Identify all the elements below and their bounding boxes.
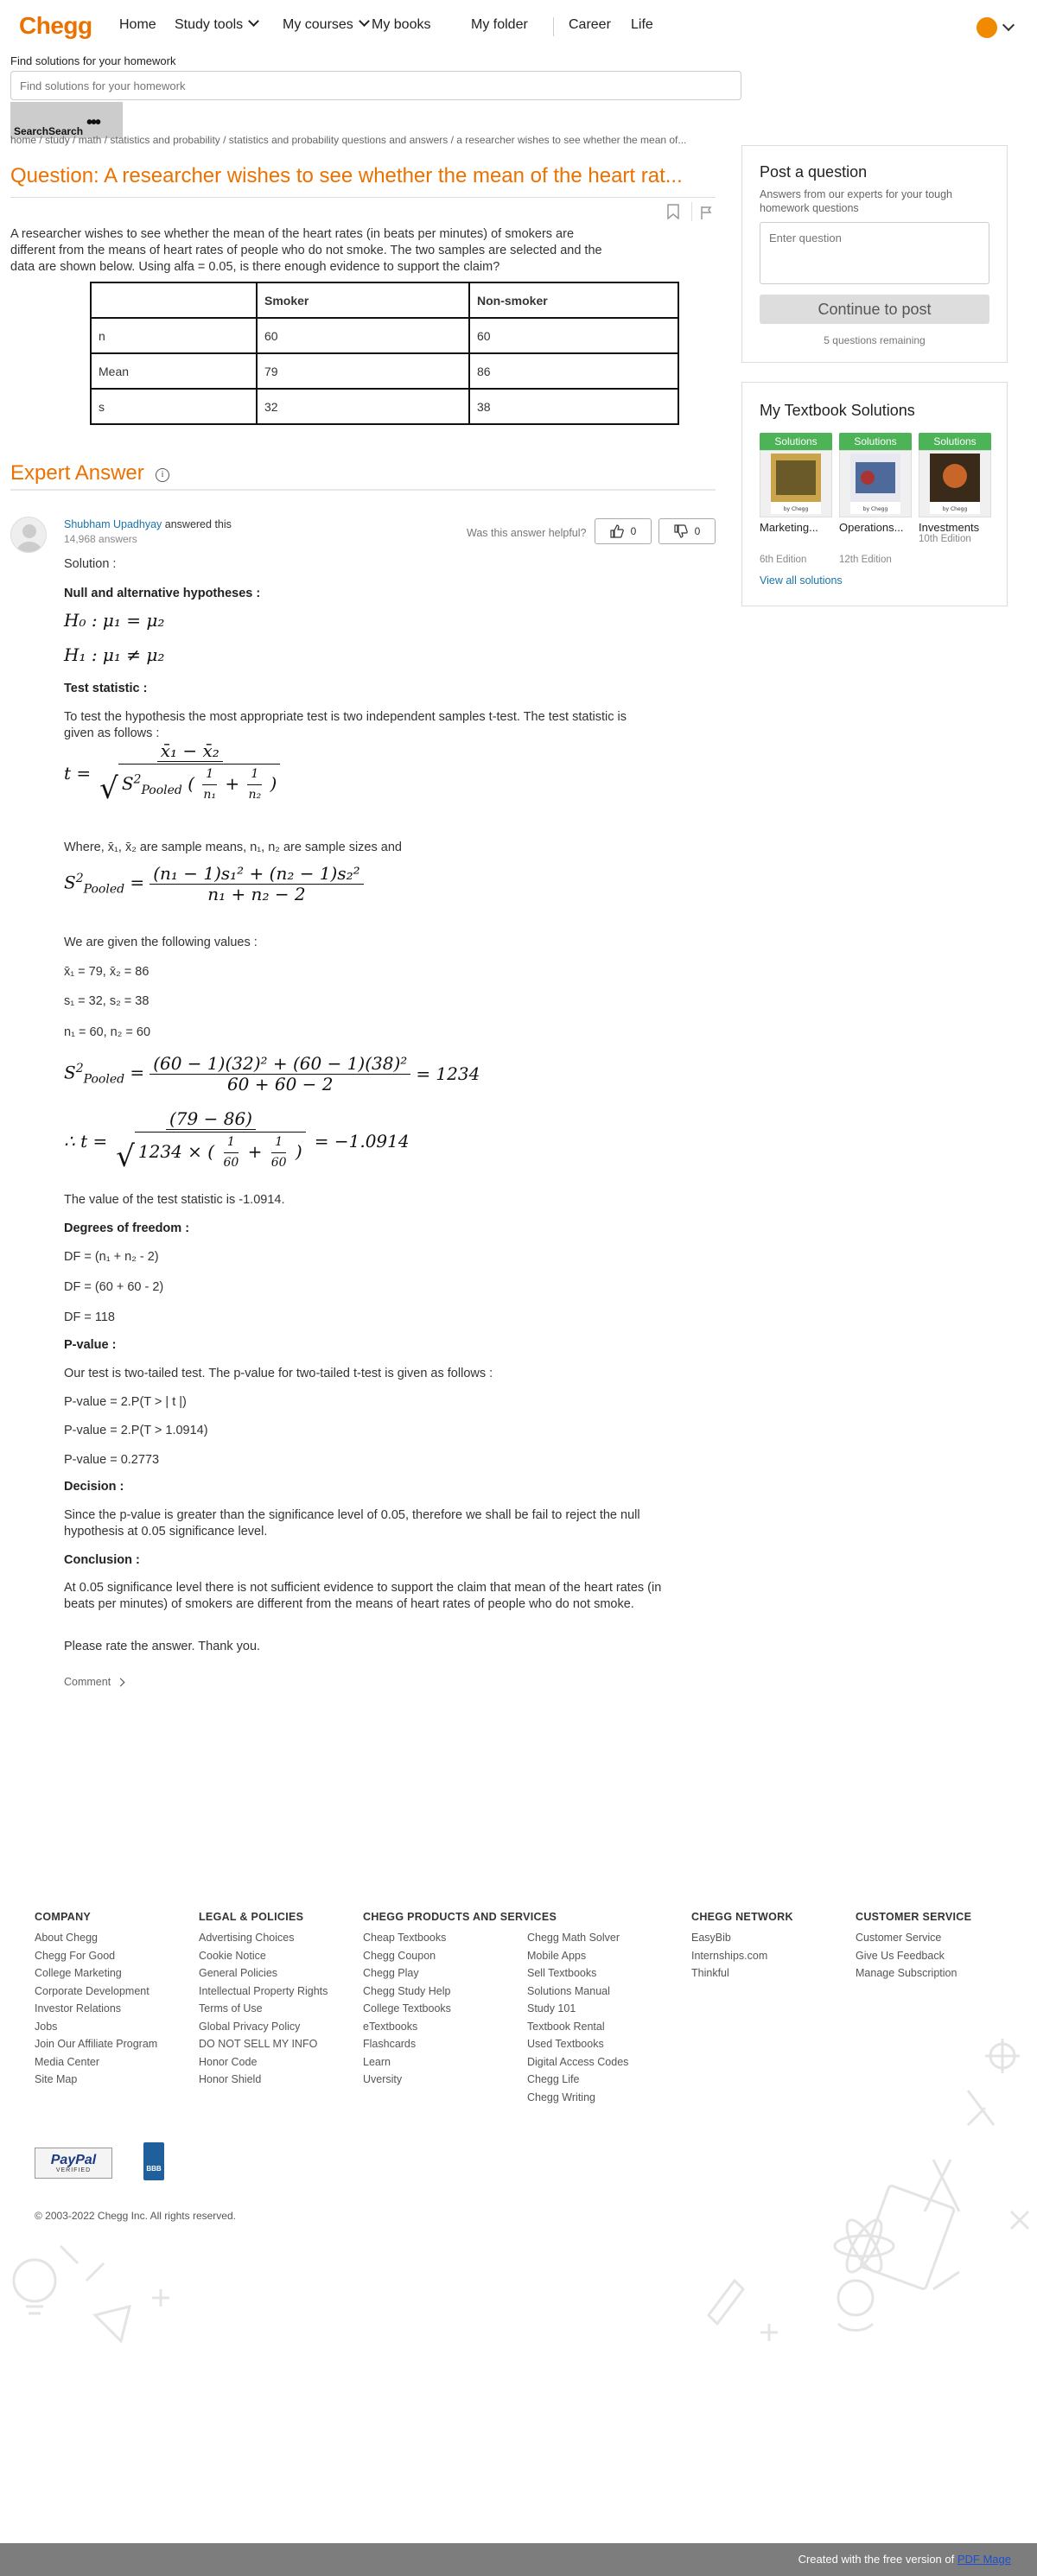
- answerer-avatar: [10, 517, 47, 553]
- pdf-watermark-bar: [0, 2543, 1037, 2576]
- book-edition: 10th Edition: [919, 534, 971, 544]
- chevron-down-icon: [359, 16, 370, 27]
- paypal-verified-text: VERIFIED: [55, 2167, 92, 2173]
- pvalue-line-3: P-value = 0.2773: [64, 1453, 160, 1467]
- downvote-count: 0: [694, 525, 701, 537]
- upvote-count: 0: [630, 525, 637, 537]
- footer-link[interactable]: DO NOT SELL MY INFO: [199, 2038, 318, 2050]
- textbook-item[interactable]: [919, 433, 991, 544]
- given-text: We are given the following values :: [64, 936, 258, 949]
- footer-link[interactable]: Site Map: [35, 2073, 78, 2085]
- footer-link[interactable]: Investor Relations: [35, 2002, 122, 2014]
- footer-column-company: [35, 1911, 157, 2091]
- textbook-solutions-card: [741, 382, 1008, 606]
- question-input[interactable]: [760, 222, 989, 284]
- t-formula: t = x̄₁ − x̄₂ √ $S^2_{Pooled}$ ( $\frac{1}{\text{n₁}}$ + $\frac{1}{\text{n₂}}$ ): [64, 743, 283, 803]
- book-cover-image: [850, 454, 900, 514]
- by-chegg-label: by Chegg: [783, 506, 809, 512]
- thumbs-down-icon: [674, 524, 688, 538]
- footer-link[interactable]: Chegg Play: [363, 1967, 419, 1979]
- divider: [691, 202, 692, 221]
- book-cover-image: [771, 454, 821, 514]
- nav-my-books[interactable]: My books: [372, 17, 431, 32]
- decision-text: Since the p-value is greater than the significance level of 0.05, therefore we shall be fail to reject the null hypothesis at 0.05 significance level.: [64, 1508, 640, 1539]
- table-cell: 79: [257, 353, 469, 389]
- footer-link[interactable]: College Textbooks: [363, 2002, 451, 2014]
- null-hypothesis: H₀ : μ₁ = μ₂: [64, 610, 165, 631]
- given-sizes: n₁ = 60, n₂ = 60: [64, 1025, 151, 1039]
- table-cell: 60: [257, 318, 469, 353]
- textbook-item[interactable]: [839, 433, 912, 565]
- footer-link[interactable]: Corporate Development: [35, 1984, 150, 1997]
- table-header: Smoker: [257, 282, 469, 318]
- footer-link[interactable]: Study 101: [527, 2002, 576, 2014]
- nav-life[interactable]: Life: [631, 17, 653, 32]
- data-table: [90, 282, 679, 425]
- footer-link[interactable]: Sell Textbooks: [527, 1967, 597, 1979]
- footer-link[interactable]: Jobs: [35, 2020, 58, 2033]
- footer-link[interactable]: Advertising Choices: [199, 1932, 295, 1944]
- footer-column-customer-service: [856, 1911, 971, 1985]
- pooled-result: = 1234: [416, 1063, 480, 1084]
- thumbs-up-icon: [610, 524, 624, 538]
- paypal-verified-badge[interactable]: [35, 2148, 112, 2179]
- chevron-right-icon: [116, 1678, 124, 1687]
- solutions-badge: Solutions: [760, 433, 832, 450]
- loading-dots-icon: •••: [86, 113, 100, 132]
- footer-link[interactable]: College Marketing: [35, 1967, 122, 1979]
- pdf-watermark-text: Created with the free version of: [798, 2553, 957, 2566]
- footer-link[interactable]: Chegg Math Solver: [527, 1932, 620, 1944]
- solution-label: Solution :: [64, 557, 117, 571]
- pvalue-text: Our test is two-tailed test. The p-value for two-tailed t-test is given as follows :: [64, 1367, 493, 1380]
- book-edition: 6th Edition: [760, 555, 807, 565]
- footer-link[interactable]: Honor Shield: [199, 2073, 262, 2085]
- textbook-solutions-title: My Textbook Solutions: [760, 402, 915, 419]
- t-calculation: ∴ t = (79 − 86) √ 1234 × ( $\frac{1}{60}$ + $\frac{1}{60}$ ) = −1.0914: [64, 1108, 410, 1174]
- question-title: Question: A researcher wishes to see whether the mean of the heart rat...: [10, 164, 683, 187]
- footer-link[interactable]: EasyBib: [691, 1932, 731, 1944]
- table-row: [91, 389, 678, 424]
- footer-link[interactable]: Chegg For Good: [35, 1949, 116, 1962]
- question-body: A researcher wishes to see whether the mean of the heart rates (in beats per minutes) of smokers are different from the means of heart rates of people who do not smoke. The two samples are selected and the data are shown below. Using alfa = 0.05, is there enough evidence to support the claim?: [10, 227, 602, 274]
- chevron-down-icon[interactable]: [1002, 19, 1015, 31]
- footer-link[interactable]: Give Us Feedback: [856, 1949, 945, 1962]
- post-question-subtitle: Answers from our experts for your tough homework questions: [760, 188, 953, 214]
- pvalue-line-1: P-value = 2.P(T > | t |): [64, 1395, 187, 1409]
- nav-my-courses[interactable]: [283, 17, 368, 33]
- footer-link[interactable]: Global Privacy Policy: [199, 2020, 301, 2033]
- book-title: Operations...: [839, 521, 904, 534]
- answer-count: 14,968 answers: [64, 533, 137, 545]
- book-title: Investments: [919, 521, 980, 534]
- table-cell: 86: [469, 353, 678, 389]
- footer-link[interactable]: Mobile Apps: [527, 1949, 587, 1962]
- footer-link[interactable]: About Chegg: [35, 1932, 98, 1944]
- given-means: x̄₁ = 79, x̄₂ = 86: [64, 965, 150, 979]
- table-row: [91, 318, 678, 353]
- table-header-row: [91, 282, 678, 318]
- breadcrumb[interactable]: home / study / math / statistics and probability / statistics and probability questions and answers / a researcher wishes to see whether the mean of...: [10, 134, 687, 146]
- table-cell: s: [91, 389, 257, 424]
- footer-link[interactable]: Honor Code: [199, 2055, 258, 2068]
- footer-link[interactable]: Textbook Rental: [527, 2020, 605, 2033]
- continue-to-post-button[interactable]: Continue to post: [760, 295, 989, 324]
- footer-link[interactable]: Chegg Study Help: [363, 1984, 451, 1997]
- book-cover: [919, 450, 991, 517]
- search-input[interactable]: [10, 71, 741, 100]
- footer-link[interactable]: Chegg Writing: [527, 2091, 595, 2103]
- nav-my-courses-label: My courses: [283, 17, 353, 32]
- solutions-badge: Solutions: [839, 433, 912, 450]
- footer-link[interactable]: Cookie Notice: [199, 1949, 266, 1962]
- answered-text: answered this: [164, 518, 232, 530]
- table-header: [91, 282, 257, 318]
- footer-link[interactable]: Chegg Life: [527, 2073, 580, 2085]
- test-statistic-text: To test the hypothesis the most appropriate test is two independent samples t-test. The test statistic is given as follows :: [64, 710, 627, 740]
- footer-link[interactable]: Solutions Manual: [527, 1984, 610, 1997]
- copyright-text: © 2003-2022 Chegg Inc. All rights reserved.: [35, 2210, 236, 2222]
- pooled-variance-calculation: $S^2_{Pooled}$ = $\frac{\text{(60 − 1)(32)² + (60 − 1)(38)²}}{60 + 60 - 2}$ = 1234: [64, 1053, 480, 1094]
- footer-link[interactable]: Learn: [363, 2055, 391, 2068]
- solutions-badge: Solutions: [919, 433, 991, 450]
- table-header: Non-smoker: [469, 282, 678, 318]
- post-question-card: [741, 145, 1008, 363]
- footer-column-title: LEGAL & POLICIES: [199, 1911, 304, 1923]
- pvalue-heading: P-value :: [64, 1338, 117, 1352]
- decision-heading: Decision :: [64, 1480, 124, 1494]
- rate-text: Please rate the answer. Thank you.: [64, 1640, 261, 1653]
- answerer-name[interactable]: Shubham Upadhyay: [64, 518, 162, 530]
- conclusion-text: At 0.05 significance level there is not sufficient evidence to support the claim that mean of the heart rates (in beats per minutes) of smokers are different from the means of heart rates of people who do not smoke.: [64, 1581, 662, 1611]
- footer-link[interactable]: Chegg Coupon: [363, 1949, 436, 1962]
- post-question-title: Post a question: [760, 163, 868, 181]
- divider: [10, 197, 716, 198]
- textbook-item[interactable]: [760, 433, 832, 565]
- footer-link[interactable]: Manage Subscription: [856, 1967, 957, 1979]
- comment-label: Comment: [64, 1676, 111, 1688]
- search-button[interactable]: SearchSearch: [10, 102, 123, 138]
- bbb-badge[interactable]: BBB: [143, 2142, 164, 2180]
- book-edition: 12th Edition: [839, 555, 892, 565]
- t-result: = −1.0914: [314, 1130, 410, 1152]
- chevron-down-icon: [248, 16, 259, 27]
- hypotheses-heading: Null and alternative hypotheses :: [64, 587, 261, 600]
- footer-link[interactable]: Intellectual Property Rights: [199, 1984, 328, 1997]
- given-sds: s₁ = 32, s₂ = 38: [64, 994, 150, 1008]
- avatar-placeholder-icon: [11, 517, 47, 553]
- nav-career[interactable]: Career: [569, 17, 611, 32]
- footer-link[interactable]: eTextbooks: [363, 2020, 418, 2033]
- nav-divider: [553, 17, 554, 36]
- footer-link[interactable]: Join Our Affiliate Program: [35, 2038, 158, 2050]
- footer-link[interactable]: Uversity: [363, 2073, 403, 2085]
- footer-column-title: CHEGG PRODUCTS AND SERVICES: [363, 1911, 557, 1923]
- test-statistic-value: The value of the test statistic is -1.0914.: [64, 1193, 285, 1207]
- user-avatar[interactable]: [977, 17, 997, 38]
- nav-study-tools[interactable]: [175, 17, 258, 33]
- divider: [10, 489, 716, 491]
- footer-link[interactable]: Customer Service: [856, 1932, 942, 1944]
- footer-link[interactable]: Used Textbooks: [527, 2038, 604, 2050]
- by-chegg-label: by Chegg: [862, 506, 888, 512]
- alternative-hypothesis: H₁ : μ₁ ≠ μ₂: [64, 644, 165, 665]
- bookmark-icon[interactable]: [667, 204, 679, 219]
- footer-column-title: CUSTOMER SERVICE: [856, 1911, 972, 1923]
- df-line-1: DF = (n₁ + n₂ - 2): [64, 1250, 159, 1264]
- flag-icon[interactable]: [700, 206, 714, 219]
- nav-study-tools-label: Study tools: [175, 17, 244, 32]
- book-cover: [839, 450, 912, 517]
- pvalue-line-2: P-value = 2.P(T > 1.0914): [64, 1424, 208, 1437]
- book-title: Marketing...: [760, 521, 818, 534]
- info-icon[interactable]: i: [156, 468, 169, 482]
- footer-link[interactable]: Media Center: [35, 2055, 100, 2068]
- footer-column-products-2: [527, 1932, 628, 2109]
- nav-home[interactable]: Home: [119, 17, 156, 32]
- footer-column-network: [691, 1911, 793, 1985]
- table-cell: Mean: [91, 353, 257, 389]
- paypal-logo-text: PayPal: [50, 2152, 97, 2167]
- where-text: Where, x̄₁, x̄₂ are sample means, n₁, n₂ are sample sizes and: [64, 841, 402, 854]
- view-all-solutions-link[interactable]: View all solutions: [760, 574, 843, 587]
- footer-link[interactable]: Flashcards: [363, 2038, 417, 2050]
- footer-link[interactable]: Thinkful: [691, 1967, 729, 1979]
- search-label: Find solutions for your homework: [10, 54, 176, 67]
- answerer-line: [64, 518, 232, 530]
- footer-link[interactable]: General Policies: [199, 1967, 278, 1979]
- book-cover-image: [930, 454, 980, 514]
- helpful-label: Was this answer helpful?: [467, 527, 587, 539]
- pooled-variance-formula: $S^2_{Pooled}$ = $\frac{\text{(n₁ − 1)s₁² + (n₂ − 1)s₂²}}{\text{n₁ + n₂ − 2}}$: [64, 866, 364, 903]
- questions-remaining: 5 questions remaining: [824, 334, 926, 346]
- footer-link[interactable]: Digital Access Codes: [527, 2055, 629, 2068]
- nav-my-folder[interactable]: My folder: [471, 17, 528, 32]
- footer-link[interactable]: Internships.com: [691, 1949, 768, 1962]
- footer-column-legal: [199, 1911, 328, 2091]
- footer-column-title: COMPANY: [35, 1911, 92, 1923]
- table-cell: n: [91, 318, 257, 353]
- df-line-2: DF = (60 + 60 - 2): [64, 1280, 164, 1294]
- book-cover: [760, 450, 832, 517]
- comment-link[interactable]: [64, 1676, 124, 1688]
- conclusion-heading: Conclusion :: [64, 1553, 140, 1567]
- table-cell: 38: [469, 389, 678, 424]
- chegg-logo[interactable]: Chegg: [19, 12, 92, 39]
- pdf-mage-link[interactable]: PDF Mage: [957, 2553, 1011, 2566]
- test-statistic-heading: Test statistic :: [64, 682, 148, 695]
- footer-column-title: CHEGG NETWORK: [691, 1911, 793, 1923]
- table-cell: 60: [469, 318, 678, 353]
- footer-link[interactable]: Cheap Textbooks: [363, 1932, 447, 1944]
- thumbs-down-button[interactable]: [658, 518, 716, 544]
- by-chegg-label: by Chegg: [942, 506, 968, 512]
- table-cell: 32: [257, 389, 469, 424]
- thumbs-up-button[interactable]: [595, 518, 652, 544]
- df-line-3: DF = 118: [64, 1310, 115, 1324]
- df-heading: Degrees of freedom :: [64, 1221, 190, 1235]
- footer-link[interactable]: Terms of Use: [199, 2002, 263, 2014]
- table-row: [91, 353, 678, 389]
- expert-answer-heading: Expert Answer: [10, 461, 144, 485]
